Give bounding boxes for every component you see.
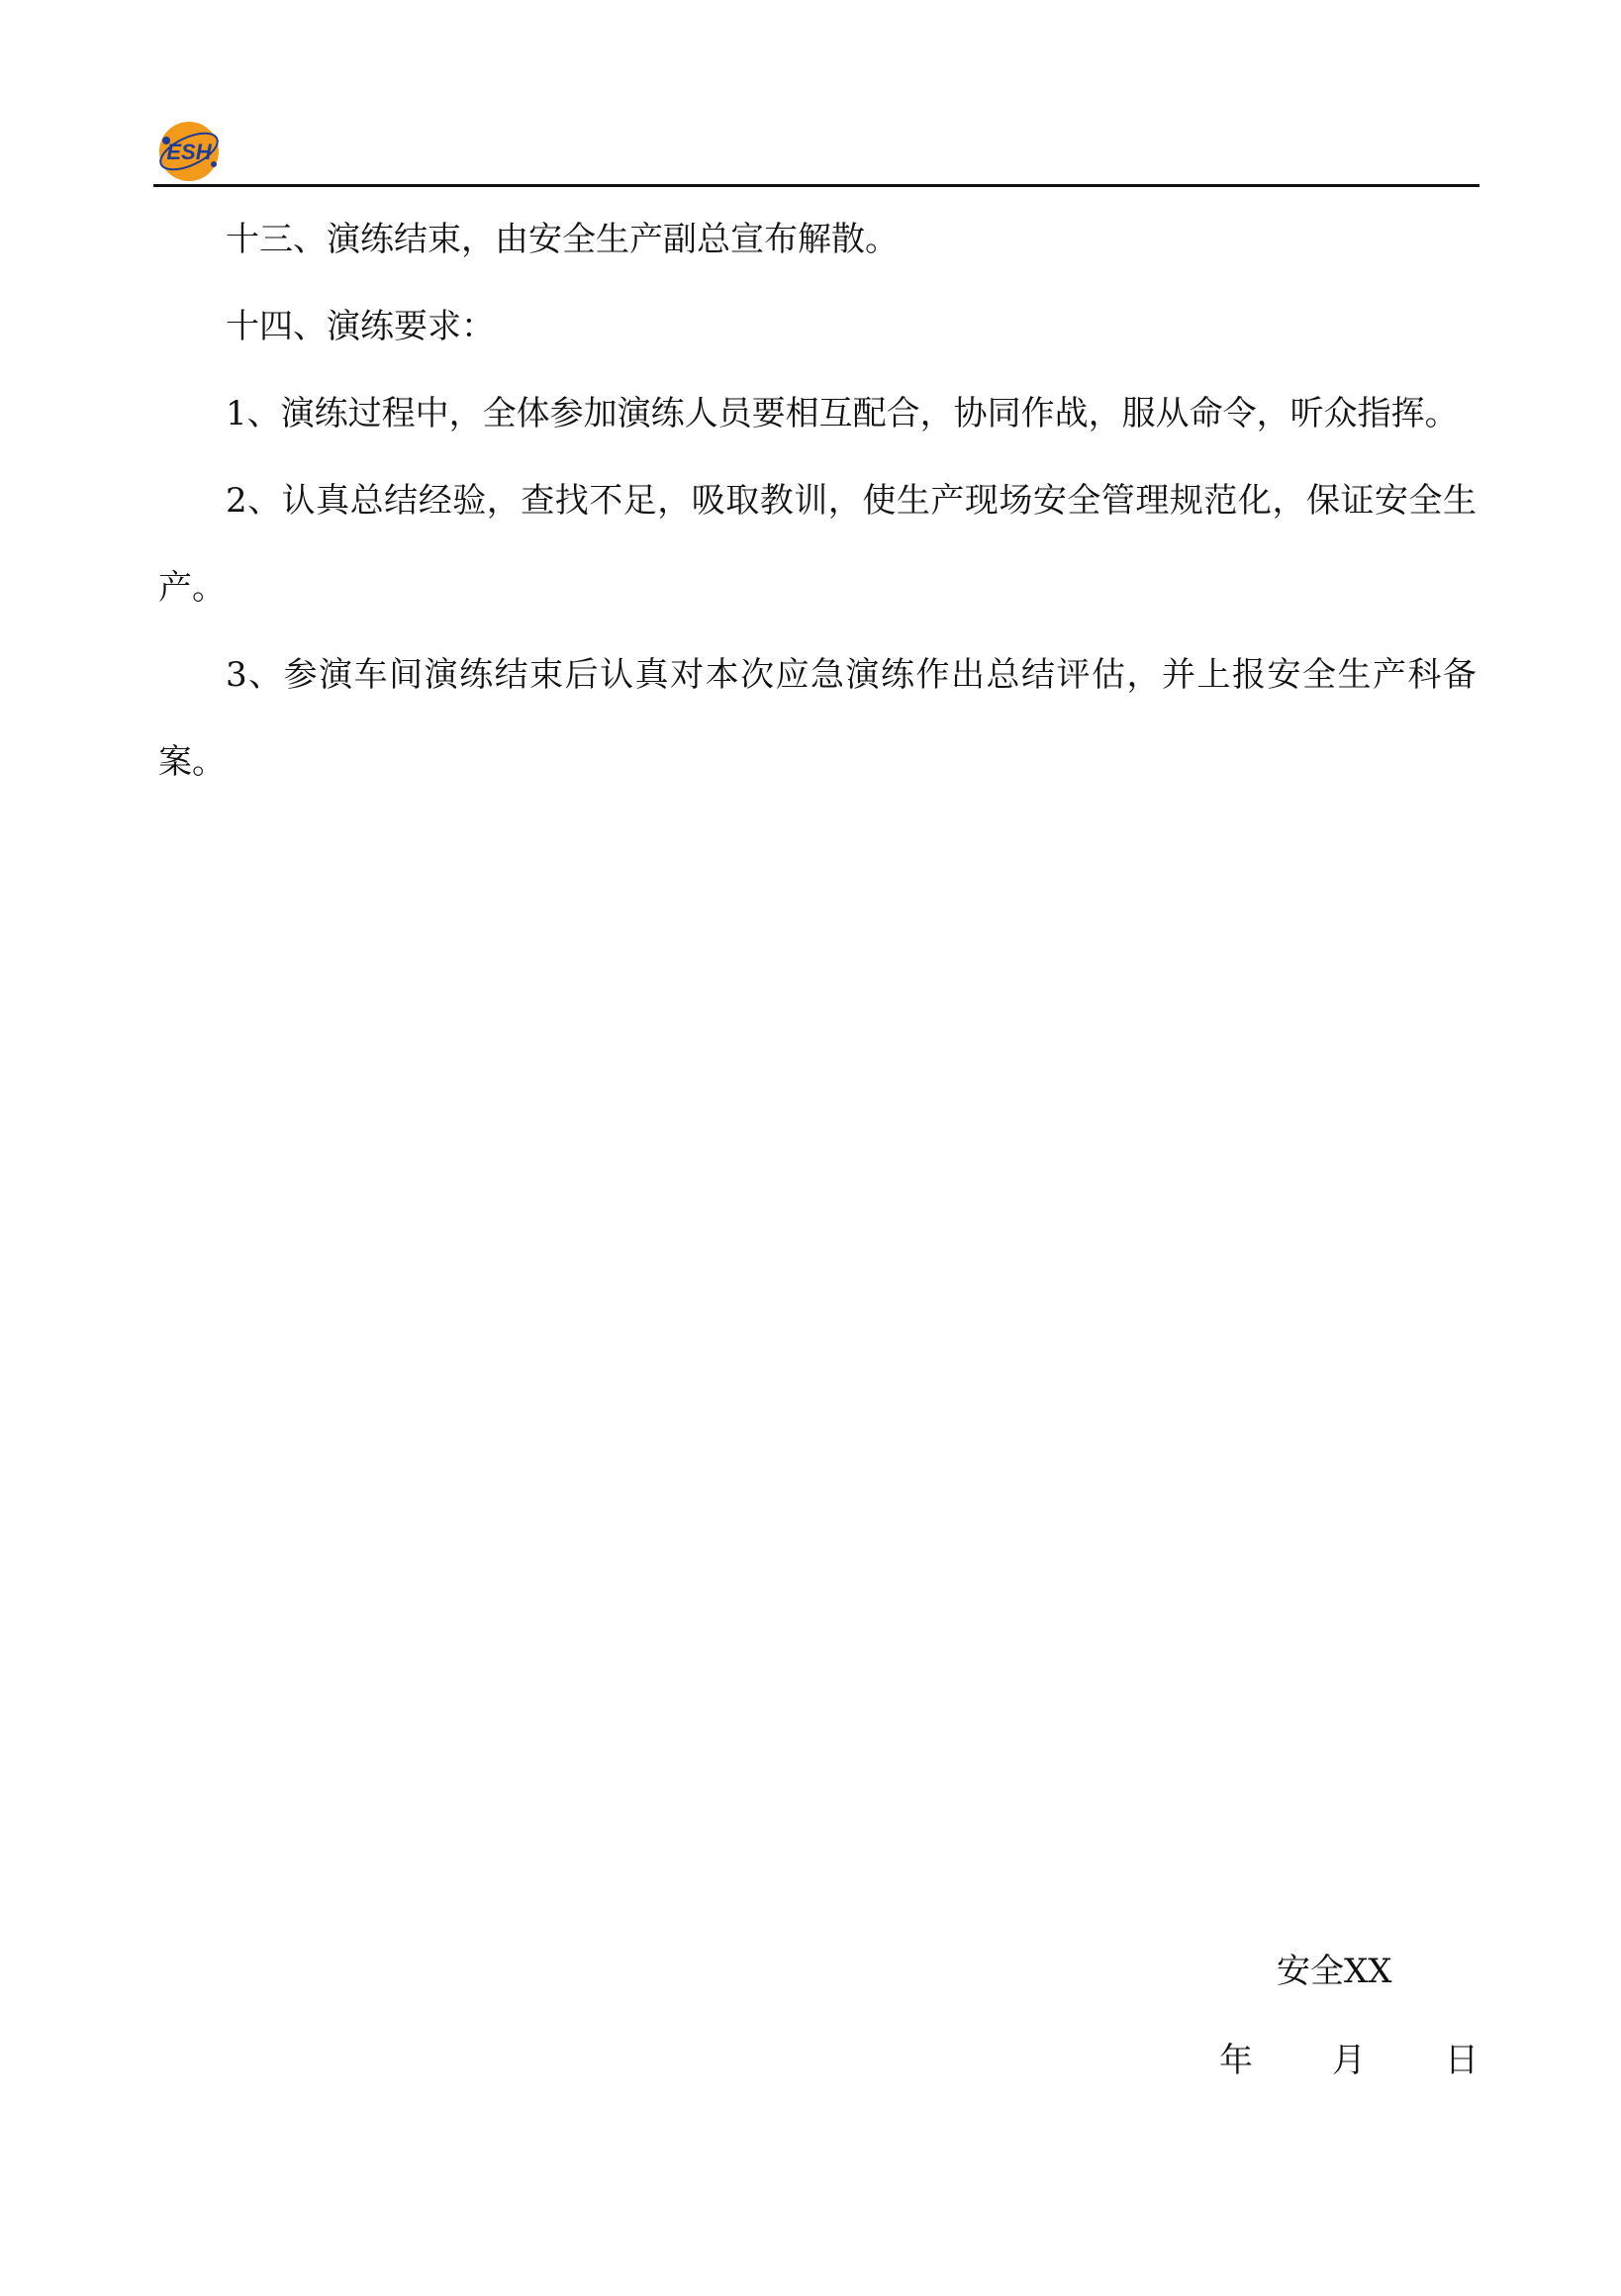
- page-header: [153, 111, 1479, 188]
- date-day: 日: [1445, 2041, 1478, 2080]
- paragraph-dismissal: 十三、演练结束，由安全生产副总宣布解散。: [226, 220, 899, 259]
- paragraph-requirements-heading: 十四、演练要求：: [226, 307, 495, 346]
- logo-text: ESH: [166, 140, 212, 164]
- header-divider: [153, 184, 1479, 187]
- date-year: 年: [1219, 2041, 1253, 2080]
- date-month: 月: [1332, 2041, 1366, 2080]
- document-body: [158, 196, 1477, 806]
- paragraph-requirement-3: 3、参演车间演练结束后认真对本次应急演练作出总结评估，并上报安全生产科备案。: [158, 655, 1477, 782]
- paragraph-requirement-2: 2、认真总结经验，查找不足，吸取教训，使生产现场安全管理规范化，保证安全生产。: [158, 481, 1477, 608]
- paragraph-requirement-1: 1、演练过程中，全体参加演练人员要相互配合，协同作战，服从命令，听众指挥。: [226, 394, 1459, 433]
- esh-logo: [156, 119, 222, 184]
- signature-org: 安全XX: [1277, 1952, 1392, 1991]
- signature-date: [1219, 2017, 1478, 2104]
